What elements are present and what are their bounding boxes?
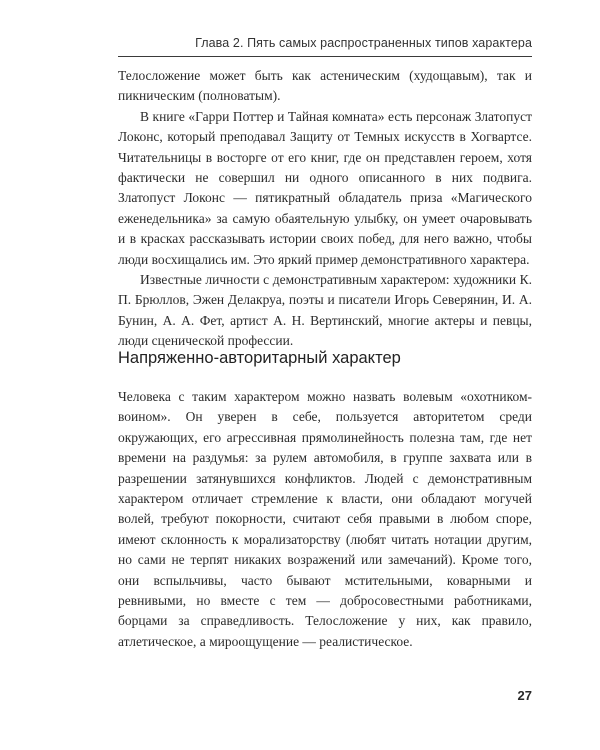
running-header: Глава 2. Пять самых распространенных типов характера [195,36,532,50]
paragraph-physique: Телосложение может быть как астеническим (худощавым), так и пикническим (полноватым). [118,68,532,104]
body-text-upper [118,66,532,352]
section-heading: Напряженно-авторитарный характер [118,349,401,367]
body-text-lower [118,387,532,652]
paragraph-authoritarian-description: Человека с таким характером можно назвать волевым «охотником-воином». Он уверен в себе, пользуется авторитетом среди окружающих, его агрессивная прямолинейность полезна там, где нет времени на раздумья: за рулем автомобиля, в группе захвата или в разрешении затянувшихся конфликтов. Людей с демонстративным характером отличает стремление к власти, они обладают могучей волей, требуют покорности, считают себя правыми в любом споре, имеют склонность к морализаторству (любят читать нотации другим, но сами не терпят никаких возражений или замечаний). Кроме того, они вспыльчивы, часто бывают мстительными, коварными и ревнивыми, но вместе с тем — добросовестными работниками, борцами за справедливость. Телосложение у них, как правило, атлетическое, а мироощущение — реалистическое. [118,389,532,649]
paragraph-lockhart-example: В книге «Гарри Поттер и Тайная комната» есть персонаж Златопуст Локонс, который преподавал Защиту от Темных искусств в Хогвартсе. Читательницы в восторге от его книг, где он представлен героем, хотя фактически не совершил ни одного описанного в них подвига. Златопуст Локонс — пятикратный обладатель приза «Магического еженедельника» за самую обаятельную улыбку, он умеет очаровывать и в красках рассказывать истории своих побед, для него важно, чтобы люди восхищались им. Это яркий пример демонстративного характера. [118,108,532,267]
paragraph-famous-people: Известные личности с демонстративным характером: художники К. П. Брюллов, Эжен Делакруа, поэты и писатели Игорь Северянин, И. А. Бунин, А. А. Фет, артист А. Н. Вертинский, многие актеры и певцы, люди сценической профессии. [118,272,532,349]
page-number: 27 [517,688,532,703]
header-rule [118,56,532,57]
